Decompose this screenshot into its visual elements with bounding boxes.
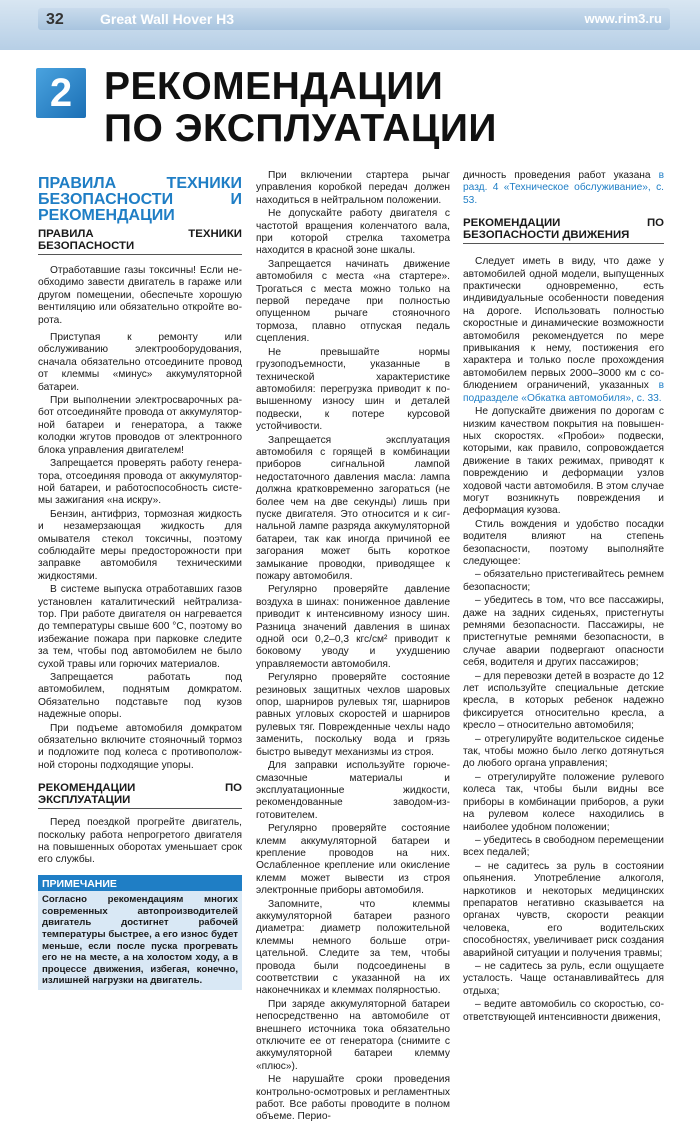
list-item: – не садитесь за руль в состоянии опьянения. Употребление алкоголя, наркотиков и некоторых медицинских препаратов негативно сказывается на органах чувств, скорости реакции человека, его водительских способностях, увеличивает риск создания аварийной ситуации и получения травмы; [463, 860, 664, 959]
chapter-title-line2: ПО ЭКСПЛУАТАЦИИ [104, 107, 497, 150]
list-item: – отрегулируйте водительское сиденье так, чтобы можно было легко дотянуться до любого органа управления; [463, 733, 664, 770]
paragraph: Не превышайте нормы грузоподъемности, указанные в технической характеристике автомобиля: перегрузка приводит к повышенному износу шин и деталей подвески, к потере курсовой устойчивости. [256, 346, 450, 433]
column-2 [256, 170, 450, 1125]
paragraph-continued-text: дичность проведения работ указана [463, 170, 651, 181]
paragraph: Не допускайте работу двигателя с частотой вращения коленчатого вала, при которой стрелка тахометра находится в красной зоне шкалы. [256, 208, 450, 257]
list-item: – не садитесь за руль, если ощущаете усталость. Чаще останавливайтесь для отдыха; [463, 960, 664, 997]
list-item: – для перевозки детей в возрасте до 12 лет используйте специальные детские кресла, в которых ребенок надежно фиксируется относительно кресла, а кресло – относительно автомобиля; [463, 670, 664, 732]
list-item: – отрегулируйте положение рулевого колеса так, чтобы были видны все приборы в комбинации приборов, а руки на рулевом колесе находились в наиболее удобном положении; [463, 771, 664, 833]
column-3 [463, 170, 664, 1025]
paragraph: При подъеме автомобиля домкратом обязательно включите стояночный тормоз и подложите под колеса с противоположной стороны подходящие упоры. [38, 722, 242, 771]
paragraph: В системе выпуска отработавших газов установлен каталитический нейтрализатор. При работе двигателя он нагревается до температуры свыше 600 °С, поэтому во избежание пожара при парковке следите за тем, чтобы под автомобилем не было сухой травы или горючих материалов. [38, 584, 242, 670]
section-link-maintenance[interactable]: в разд. 4 «Техническое обслуживание», с. 53. [463, 170, 664, 206]
paragraph: Запрещается начинать движение автомобиля с места «на стартере». Трогаться с места можно только на первой передаче при полностью опущенном рычаге стояночного тормоза, плавно отпуская педаль сцепления. [256, 258, 450, 345]
paragraph: Стиль вождения и удобство посадки водителя влияют на степень безопасности, поэтому выполняйте следующее: [463, 518, 664, 567]
note-box [38, 875, 242, 990]
list-item: – обязательно пристегивайтесь ремнем безопасности; [463, 569, 664, 593]
paragraph: Приступая к ремонту или обслуживанию электрооборудования, сначала обязательно отсоедините провод от клеммы «минус» аккумуляторной батареи. [38, 332, 242, 393]
page-number: 32 [46, 11, 64, 28]
chapter-title [104, 66, 664, 150]
site-url[interactable]: www.rim3.ru [584, 11, 662, 26]
paragraph: При включении стартера рычаг управления коробкой передач должен находиться в нейтральном положении. [256, 170, 450, 206]
paragraph: При заряде аккумуляторной батареи непосредственно на автомобиле от внешнего источника тока обязательно отключите ее от генератора (снимите с аккумуляторной батареи клемму «плюс»). [256, 998, 450, 1072]
paragraph-text: Следует иметь в виду, что даже у автомобилей одной модели, выпущенных практически одновременно, есть индивидуальные особенности поведения на дороге. Использовать полностью скоростные и динамические возможности автомобиля рекомендуется по мере привыкания к нему, постижения его характера и только после прохождения автомобилем первых 2000–3000 км с соблюдением ограничений, указанных [463, 256, 664, 392]
page-header [0, 0, 700, 50]
subsection-title-traffic-safety: РЕКОМЕНДАЦИИ ПО БЕЗОПАСНОСТИ ДВИЖЕНИЯ [463, 217, 664, 244]
subsection-title-safety: ПРАВИЛА ТЕХНИКИ БЕЗОПАСНОСТИ [38, 228, 242, 255]
section-link-break-in[interactable]: в подразделе «Обкатка автомобиля», с. 33. [463, 380, 664, 404]
paragraph: Отработавшие газы токсичны! Если необходимо завести двигатель в гараже или другом помещении, обеспечьте хорошую вентиляцию или обязательно откройте ворота. [38, 265, 242, 326]
paragraph: Не допускайте движения по дорогам с низким качеством покрытия на повышенных скоростях. «Пробои» подвески, которыми, как правило, сопровождается движение в таких режимах, приводят к повреждению и деформации узлов ходовой части автомобиля. В этом случае могут возникнуть повреждения и деформация кузова. [463, 406, 664, 517]
note-text: Согласно рекомендациям многих современных автопроизводителей двигатель достигнет рабочей температуры быстрее, а его износ будет меньше, если после пуска прогревать его не на месте, а на холостом ходу, а в процессе движения, избегая, конечно, излишней нагрузки на двигатель. [38, 891, 242, 990]
paragraph: Регулярно проверяйте состояние резиновых защитных чехлов шаровых опор, шарниров рулевых тяг, шарниров равных угловых скоростей и шарниров рулевых тяг. Поврежденные чехлы надо заменить, поскольку вода и грязь быстро выведут механизмы из строя. [256, 672, 450, 758]
note-title: ПРИМЕЧАНИЕ [38, 877, 242, 891]
chapter-title-line1: РЕКОМЕНДАЦИИ [104, 65, 444, 108]
column-1 [38, 176, 242, 990]
section-title: ПРАВИЛА ТЕХНИКИ БЕЗОПАСНОСТИ И РЕКОМЕНДАЦИИ [38, 175, 242, 224]
paragraph: При выполнении электросварочных работ отсоединяйте провода от аккумуляторной батареи и генератора, а также колодки жгутов проводов от электронного блока управления двигателем! [38, 395, 242, 456]
paragraph: Для заправки используйте горюче-смазочные материалы и эксплуатационные жидкости, рекомендованные заводом-изготовителем. [256, 760, 450, 821]
paragraph: Запрещается работать под автомобилем, поднятым домкратом. Обязательно подставьте под кузов надежные опоры. [38, 672, 242, 721]
chapter-number-badge: 2 [36, 68, 86, 118]
paragraph-continued [463, 170, 664, 207]
paragraph: Запомните, что клеммы аккумуляторной батареи разного диаметра: диаметр положительной клеммы немного больше отрицательной. Следите за тем, чтобы провода были подсоединены в соответствии с указанной на их наконечниках и клеммах полярностью. [256, 898, 450, 997]
list-item: – ведите автомобиль со скоростью, соответствующей интенсивности движения, [463, 999, 664, 1023]
paragraph: Запрещается проверять работу генератора, отсоединяя провода от аккумуляторной батареи, и работоспособность системы зажигания «на искру». [38, 458, 242, 507]
paragraph: Регулярно проверяйте давление воздуха в шинах: пониженное давление приводит к интенсивному износу шин. Разница значений давления в шинах одной оси 0,2–0,3 кгс/см² приводит к боковому уводу и ухудшению управляемости автомобиля. [256, 584, 450, 670]
book-title: Great Wall Hover H3 [100, 11, 235, 27]
paragraph [463, 256, 664, 405]
paragraph: Регулярно проверяйте состояние клемм аккумуляторной батареи и крепление проводов на них. Ослабленное крепление или окисление клемм может вывести из строя электронные приборы автомобиля. [256, 823, 450, 897]
paragraph: Перед поездкой прогрейте двигатель, поскольку работа непрогретого двигателя на повышенных оборотах уменьшает срок его службы. [38, 817, 242, 866]
subsection-title-operation: РЕКОМЕНДАЦИИ ПО ЭКСПЛУАТАЦИИ [38, 782, 242, 809]
list-item: – убедитесь в том, что все пассажиры, даже на задних сиденьях, пристегнуты ремнями безопасности. Пассажиры, не пристегнутые ремнями безопасности, в случае аварии подвергают опасности себя, водителя и других пассажиров; [463, 595, 664, 669]
paragraph: Бензин, антифриз, тормозная жидкость и незамерзающая жидкость для омывателя стекол токсичны, поэтому соблюдайте меры предосторожности при заправке автомобиля техническими жидкостями. [38, 508, 242, 582]
paragraph: Запрещается эксплуатация автомобиля с горящей в комбинации приборов сигнальной лампой недостаточного давления масла: лампа должна кратковременно загораться (не более чем на две секунды) лишь при пуске двигателя. Это относится и к сигнальной лампе разряда аккумуляторной батареи, так как иногда причиной ее загорания может быть короткое замыкание проводки, приводящее к пожару автомобиля. [256, 434, 450, 582]
list-item: – убедитесь в свободном перемещении всех педалей; [463, 834, 664, 859]
paragraph: Не нарушайте сроки проведения контрольно-осмотровых и регламентных работ. Все работы проводите в полном объеме. Перио- [256, 1074, 450, 1123]
